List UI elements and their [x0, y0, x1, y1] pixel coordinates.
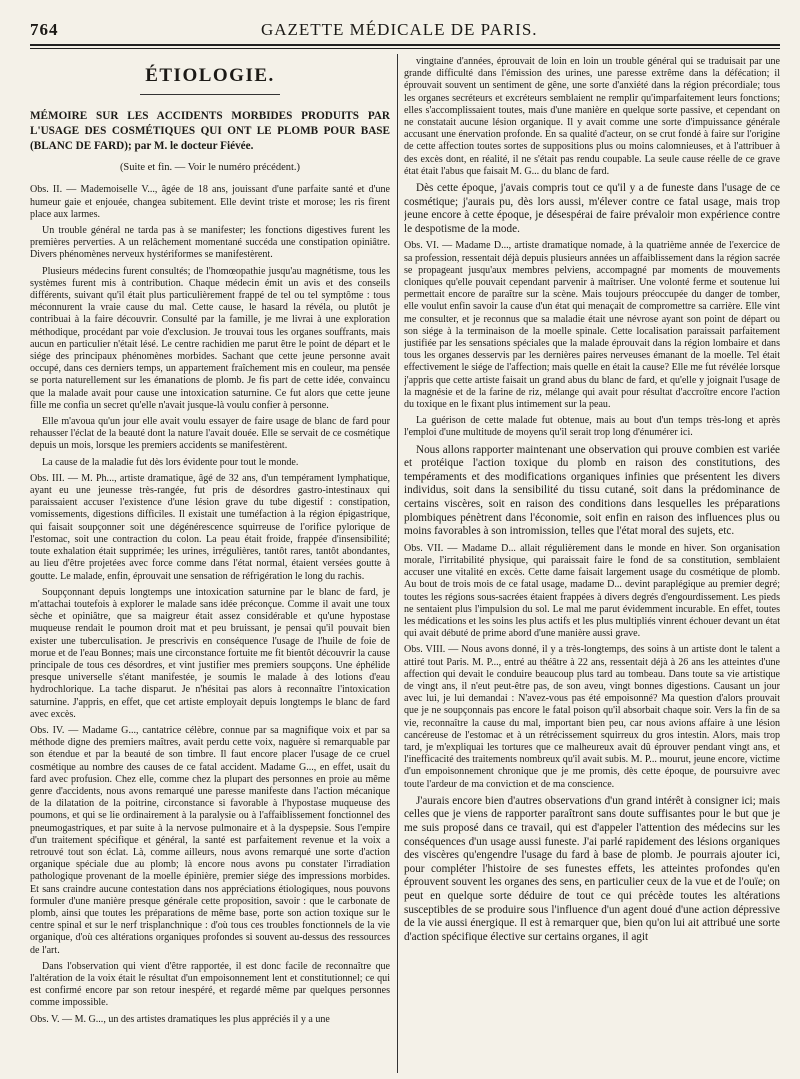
- left-paragraphs: [30, 184, 390, 1025]
- right-paragraphs: [404, 56, 780, 944]
- observation-paragraph: Obs. II. — Mademoiselle V..., âgée de 18 ans, jouissant d'une parfaite santé et d'une humeur gaie et enjouée, changea subitement. Elle devint triste et morose; les ris firent place aux larmes.: [30, 184, 390, 220]
- body-paragraph: Elle m'avoua qu'un jour elle avait voulu essayer de faire usage de blanc de fard pour rehausser l'éclat de la beauté dont la nature l'avait douée. Elle se servait de ce cosmétique depuis un mois, lorsque les premiers accidents se manifestèrent.: [30, 416, 390, 452]
- observation-paragraph: Obs. VII. — Madame D... allait régulièrement dans le monde en hiver. Son organisation morale, l'irritabilité physique, qui paraissait faire le fond de sa constitution, semblaient accuser une vitalité en excès. Cette dame faisait largement usage du cosmétique de plomb. Au bout de trois mois de ce fatal usage, madame D... devint paraplégique au premier degré; toutes les régions sous-sacrées étaient frappées à divers degrés d'engourdissement. Les pieds ne sentaient plus l'impulsion du sol. Le mal me parut évidemment incurable. En effet, toutes les médications et les soins les plus actifs et les plus multipliés vinrent échouer devant un état qui avait débuté de prime abord d'une manière aussi grave.: [404, 542, 780, 640]
- header-rule: [30, 44, 780, 46]
- page-header: [30, 20, 780, 40]
- continuation-note: (Suite et fin. — Voir le numéro précédent.): [119, 162, 301, 174]
- observation-paragraph: Obs. IV. — Madame G..., cantatrice célèbre, connue par sa magnifique voix et par sa méthode digne des premiers maîtres, avait perdu cette voix, naguère si remarquable par son étendue et par la beauté de son timbre. Il faut encore placer l'usage de ce cruel cosmétique au nombre des causes de ce fatal accident. Madame G..., en effet, usait du fard avec profusion. Chez elle, comme chez la plupart des personnes en proie au même genre d'accidents, nous avons remarqué une paresse manifeste dans l'action mécanique de la dilatation de la poitrine, circonstance si favorable à l'hypostase muqueuse des poumons, et qui se lie ordinairement à la paralysie ou à l'affaiblissement fonctionnel des pneumogastriques, et par suite à la nervose pulmonaire et à la dyspepsie. Sous l'empire d'un traitement spécifique et général, la santé est parfaitement revenue et la voix a retrouvé tout son éclat. Là, comme ailleurs, nous avons remarqué une sorte d'action organique spéciale due au plomb; là encore nous avons pu constater l'irradiation pathologique provenant de la moelle épinière, premier siége des impressions morbides. Et sans craindre aucune contestation dans nos appréciations étiologiques, nous pouvons formuler d'une manière presque générale cette proposition, savoir : que le carbonate de plomb, ainsi que toutes les préparations de même base, porte son action toxique sur le centre spinal et sur le nerf trisplanchnique : d'où tous ces troubles fonctionnels de la vie organique, d'où ces altérations organiques profondes si souvent au-dessus des ressources de l'art.: [30, 724, 390, 956]
- observation-paragraph: Obs. V. — M. G..., un des artistes dramatiques les plus appréciés il y a une: [30, 1013, 330, 1025]
- observation-paragraph: Obs. VI. — Madame D..., artiste dramatique nomade, à la quatrième année de l'exercice de sa profession, ressentait déjà depuis plusieurs années un affaiblissement dans la région sacrée se propageant jusqu'aux membres pelviens, accompagné par moments de mouvements cloniques qu'elle pouvait cependant parvenir à maîtriser. Une volonté ferme et soutenue lui permettait encore de paraître sur la scène. Mais toujours préoccupée du danger de tomber, elle voulut enfin savoir la cause d'un état qui menaçait de compromettre sa carrière. Elle vint me consulter, et je reconnus que sa maladie était une névrose ayant son point de départ ou son siége à la terminaison de la moelle spinale. Cette localisation paraissait parfaitement justifiée par les sensations spéciales que la malade éprouvait dans la région lombaire et dans tous les organes desservis par les dernières paires nerveuses émanant de la moelle. Tel était effectivement le siége de l'affection; mais quelle en était la cause? Elle me fut révélée lorsque j'appris que cette artiste faisait un grand abus du blanc de fard, et qu'elle y joignait l'usage de la magnésie et de la farine de riz, mélange qui avait pour résultat d'accroître encore l'action du toxique en le fixant plus intimement sur la peau.: [404, 240, 780, 411]
- body-paragraph: Dès cette époque, j'avais compris tout ce qu'il y a de funeste dans l'usage de ce cosmétique; j'aurais pu, dès lors aussi, m'élever contre ce fatal usage, mais trop jeune encore à cette époque, je désespérai de faire prévaloir mon expérience contre le despotisme de la mode.: [404, 182, 780, 235]
- body-paragraph: La cause de la maladie fut dès lors évidente pour tout le monde.: [42, 456, 299, 468]
- header-rule-thin: [30, 48, 780, 49]
- memoire-title: MÉMOIRE SUR LES ACCIDENTS MORBIDES PRODUITS PAR L'USAGE DES COSMÉTIQUES QUI ONT LE PLOMB POUR BASE (BLANC DE FARD); par M. le docteur Fiévée.: [30, 110, 390, 153]
- observation-paragraph: Obs. III. — M. Ph..., artiste dramatique, âgé de 32 ans, d'un tempérament lymphatique, ayant eu une jeunesse très-rangée, fut pris de désordres gastro-intestinaux qui paraissaient accuser l'existence d'une lésion grave du tube digestif : constipation, vomissements, digestions difficiles. Il existait une tuméfaction à la région épigastrique, qui faisait soupçonner soit une dégénérescence squirreuse de l'orifice pylorique de l'estomac, soit une contraction du colon. La peau était froide, frappée d'insensibilité; toute exhalation était supprimée; les urines, irrégulières, tantôt rares, tantôt abondantes, au lieu d'être projetées avec force comme dans l'état normal, étaient versées goutte à goutte. Le malade, enfin, éprouvait une sensation de réfrigération le long du rachis.: [30, 472, 390, 582]
- column-divider: [397, 54, 398, 1073]
- section-title: ÉTIOLOGIE.: [145, 65, 275, 86]
- right-column: [404, 56, 780, 1073]
- section-rule: [140, 94, 280, 95]
- body-paragraph: Plusieurs médecins furent consultés; de l'homœopathie jusqu'au magnétisme, tous les systèmes furent mis à contribution. Chaque médecin émit un avis et des conseils différents, suivant qu'il était plus particulièrement frappé de tel ou tel symptôme : tous méconnurent la vraie cause du mal. Cette cause, le hasard la révéla, ou plutôt je contribuai à la faire découvrir. Consulté par la famille, je me livrai à une exploration méthodique, procédant par voie d'exclusion. Je trouvai tous les organes souffrants, mais aucun en particulier n'était lésé. Le centre rachidien me parut être le point de départ et le siége des principaux phénomènes morbides. Sachant que cette jeune personne avait occupé, dans ces derniers temps, un appartement fraîchement mis en couleur, ma pensée se porta naturellement sur les émanations de plomb. Je fis part de cette idée, convaincu que la malade avait pour cause une intoxication saturnine. Ce fut alors que cette jeune fille me confia un secret qu'elle n'avait jusque-là voulu confier à personne.: [30, 265, 390, 411]
- body-paragraph: J'aurais encore bien d'autres observations d'un grand intérêt à consigner ici; mais celles que je viens de rapporter paraîtront sans doute suffisantes pour le but que je me suis proposé dans ce travail, qui est d'appeler l'attention des médecins sur les conséquences d'un usage aussi funeste. J'ai parlé rapidement des lésions organiques des viscères qu'engendre l'usage du fard à base de plomb. Je pourrais ajouter ici, pour compléter l'histoire de ses funestes effets, les atteintes profondes qu'en éprouvent souvent les organes des sens, en particulier ceux de la vue et de l'ouïe; on peut en quelque sorte déduire de tout ce qui précède toutes les altérations susceptibles de se produire sous l'influence d'un agent doué d'une action dépressive de la vie aussi énergique. Il est à remarquer que, bien qu'on lui ait attribué une sorte d'action spécifique élective sur certains organes, il agit: [404, 794, 780, 943]
- left-column: [30, 56, 390, 1073]
- observation-paragraph: Obs. VIII. — Nous avons donné, il y a très-longtemps, des soins à un artiste dont le talent a attiré tout Paris. M. P..., entré au théâtre à 22 ans, ressentait déjà à 26 ans les atteintes d'une affection qui devait le conduire beaucoup plus tard au tombeau. Dans toute sa vie artistique de vingt ans, il n'eut peut-être pas, de son aveu, vingt bonnes digestions. Causant un jour avec lui, je lui demandai : N'avez-vous pas été empoisonné? Ma question d'alors prouvait que je ne soupçonnais pas encore le fatal poison qu'il absorbait chaque soir. Vers la fin de sa vie, reconnaître la cause du mal, important bien peu, car nous avions affaire à une lésion cancéreuse de l'estomac et à un rétrécissement squirreux du gros intestin. Alors, mais trop tard, je m'expliquai les tortures que ce malheureux avait dû éprouver pendant vingt ans, et l'inefficacité des traitements nombreux qu'il avait subis. M. P... mourut, jeune encore, victime d'un empoisonnement chronique que je me promis, dès cette époque, de poursuivre avec toute l'ardeur de ma conviction et de ma conscience.: [404, 644, 780, 790]
- body-paragraph: La guérison de cette malade fut obtenue, mais au bout d'un temps très-long et après l'emploi d'une multitude de moyens qu'il serait trop long d'énumérer ici.: [404, 415, 780, 439]
- body-paragraph: Un trouble général ne tarda pas à se manifester; les fonctions digestives furent les premières perverties. A un relâchement momentané succéda une constipation opiniâtre. Divers phénomènes nerveux hystériformes se manifestèrent.: [30, 225, 390, 261]
- body-paragraph: Soupçonnant depuis longtemps une intoxication saturnine par le blanc de fard, je m'attachai toutefois à explorer le malade sans idée préconçue. Comme il avait une toux sèche et opiniâtre, que sa maigreur était assez considérable et qu'une hypostase muqueuse rendait le poumon droit mat et peu bruissant, je pensai qu'il pouvait bien exister une tuberculisation. Je prescrivis en conséquence l'usage de l'huile de foie de morue et de l'eau Bonnes; mais une circonstance fortuite me fit bientôt découvrir la cause principale de tous ces désordres, et vint justifier mes premiers soupçons. Une éphélide presque universelle s'étant manifestée, je soumis le malade à des lotions d'eau hydrochlorique. La tache disparut. Je n'hésitai pas alors à reconnaître l'intoxication saturnine. J'appris, en effet, que cet artiste employait depuis longtemps le blanc de fard avec excès.: [30, 586, 390, 720]
- running-title: GAZETTE MÉDICALE DE PARIS.: [260, 20, 538, 39]
- page-number: 764: [30, 20, 59, 39]
- body-paragraph: Dans l'observation qui vient d'être rapportée, il est donc facile de reconnaître que l'altération de la voix était le résultat d'un empoisonnement lent et constitutionnel; ce qui est confirmé encore par son retour inespéré, et regardé même par quelques personnes comme impossible.: [30, 960, 390, 1009]
- body-paragraph: Nous allons rapporter maintenant une observation qui prouve combien est variée et protéique l'action toxique du plomb en raison des constitutions, des tempéraments et des modifications organiques infinies que présentent les divers individus, soit dans la sensibilité du tissu cutané, soit dans la prédominance de certains viscères, soit en raison des conditions dans lesquelles les préparations plombiques pénètrent dans l'économie, soit enfin en raison des influences plus ou moins favorables à son intromission, telles que l'état moral des sujets, etc.: [404, 443, 780, 538]
- body-paragraph: vingtaine d'années, éprouvait de loin en loin un trouble général qui se traduisait par une grande difficulté dans l'émission des urines, une paresse extrême dans la défécation; il éprouvait souvent un sentiment de gêne, une sorte d'anxiété dans la région précordiale; tous les organes secréteurs et excréteurs semblaient ne remplir qu'imparfaitement leurs fonctions; elles s'accomplissaient toutes, mais d'une manière en quelque sorte passive, et cependant on ne constatait aucune lésion organique. Il y avait comme une sorte d'impuissance générale accusant une énervation profonde. En sa qualité d'acteur, on se crut fondé à faire sur l'origine de cette affection toutes sortes de suppositions plus ou moins calomnieuses, et à l'attribuer à des excès dont, en réalité, il ne s'était pas rendu coupable. La seule cause réelle de ce grave état était l'abus que faisait M. G... du blanc de fard.: [404, 56, 780, 177]
